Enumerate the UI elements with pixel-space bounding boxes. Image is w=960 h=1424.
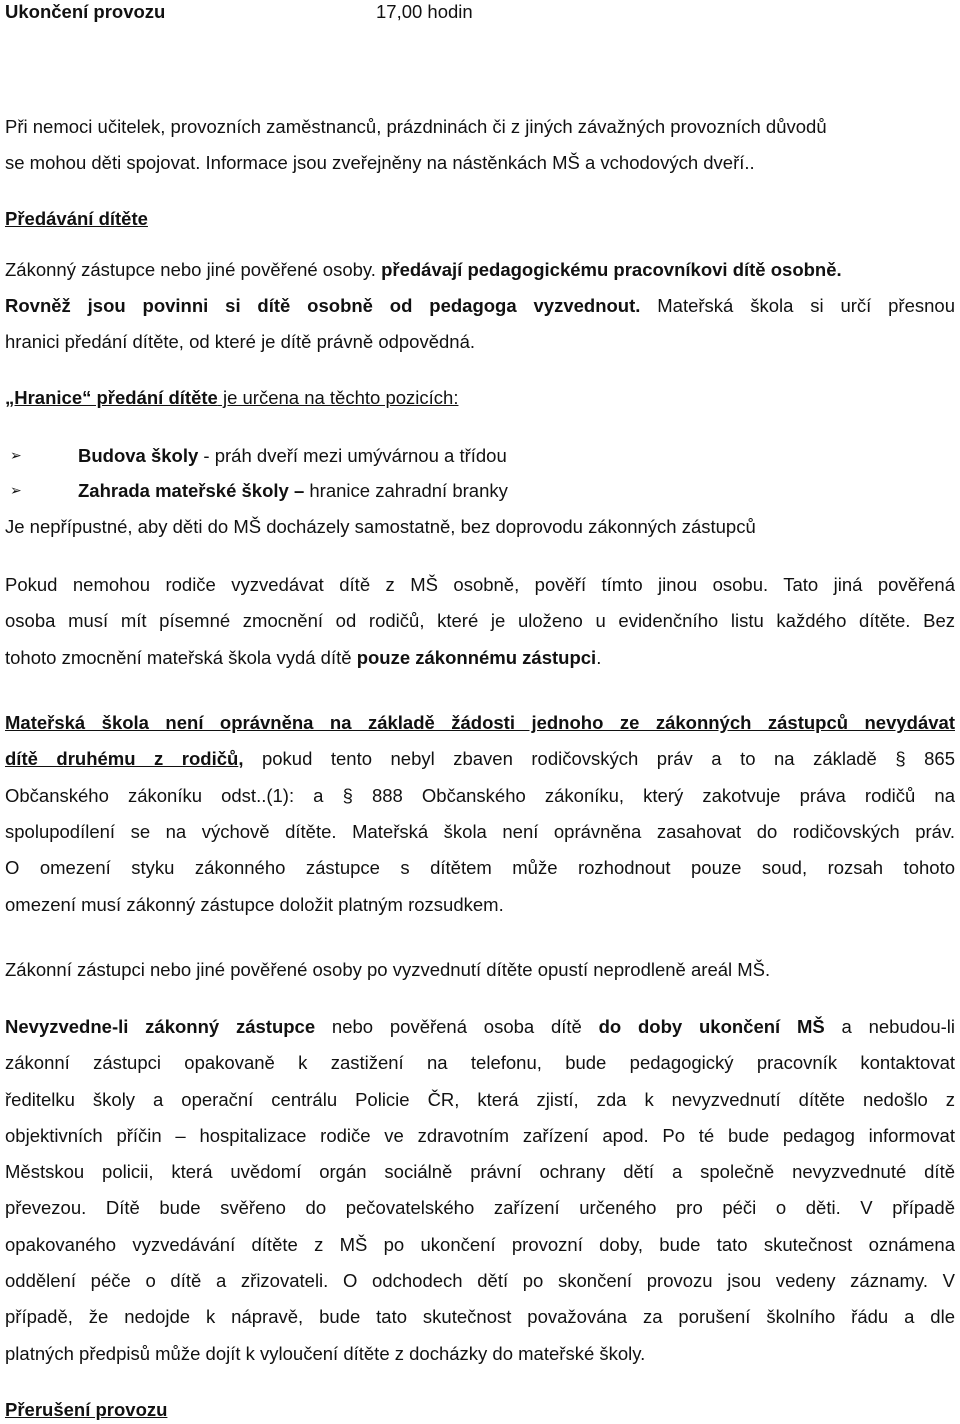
paragraph-line: platných předpisů může dojít k vyloučení dítěte z docházky do mateřské školy. [5, 1343, 646, 1364]
bold-text: předávají pedagogickému pracovníkovi dítě osobně. [375, 259, 842, 280]
bold-text: , [238, 748, 244, 769]
bold-text: Budova školy [78, 445, 199, 466]
text-run: Zákonný zástupce nebo jiné pověřené osoby. [5, 259, 376, 280]
bold-text: Nevyzvedne-li zákonný zástupce [5, 1016, 316, 1037]
bold-text: Mateřská škola není oprávněna na základě žádosti jednoho ze zákonných zástupců nevydávat [5, 712, 955, 733]
section-heading-predavani [5, 208, 148, 230]
paragraph-line: zákonní zástupci opakovaně k zastižení na telefonu, bude pedagogický pracovník kontaktovat [5, 1052, 955, 1073]
paragraph-line: osoba musí mít písemné zmocnění od rodičů, které je uloženo u evidenčního listu každého dítěte. Bez [5, 610, 955, 631]
paragraph-line: Městskou policii, která uvědomí orgán sociálně právní ochrany dětí a společně nevyzvednuté dítě [5, 1161, 955, 1182]
text-run: Mateřská škola si určí přesnou [640, 295, 955, 316]
text-run: - práh dveří mezi umývárnou a třídou [198, 445, 507, 466]
paragraph-line: omezení musí zákonný zástupce doložit platným rozsudkem. [5, 894, 504, 915]
paragraph-line: převezou. Dítě bude svěřeno do pečovatelského zařízení určeného pro péči o děti. V případě [5, 1197, 955, 1218]
heading-text: Přerušení provozu [5, 1399, 168, 1420]
bold-text: Rovněž jsou povinni si dítě osobně od pedagoga vyzvednout. [5, 295, 641, 316]
heading-text: Předávání dítěte [5, 208, 148, 229]
paragraph-line: Je nepřípustné, aby děti do MŠ docházely samostatně, bez doprovodu zákonných zástupců [5, 516, 756, 537]
section-heading-ukonceni [5, 1, 165, 23]
paragraph-line [5, 647, 601, 669]
paragraph-line: oddělení péče o dítě a zřizovateli. O odchodech dětí po skončení provozu jsou vedeny záznamy. V [5, 1270, 955, 1291]
paragraph-line [5, 712, 955, 734]
arrow-bullet-icon: ➢ [10, 447, 22, 463]
bold-text: Zahrada mateřské školy – [78, 480, 305, 501]
text-run: hranice zahradní branky [304, 480, 508, 501]
paragraph-line: Při nemoci učitelek, provozních zaměstnanců, prázdninách či z jiných závažných provozních důvodů [5, 116, 827, 137]
heading-text: Ukončení provozu [5, 1, 166, 22]
bold-text: dítě druhému z rodičů [5, 748, 239, 769]
paragraph-line: Občanského zákoníku odst..(1): a § 888 Občanského zákoníku, který zakotvuje práva rodičů na [5, 785, 955, 806]
bold-text: pouze zákonnému zástupci [356, 647, 597, 668]
paragraph-line: ředitelku školy a operační centrálu Policie ČR, která zjistí, zda k nevyzvednutí dítěte nedošlo z [5, 1089, 955, 1110]
paragraph-line [5, 295, 955, 317]
paragraph-line: případě, že nedojde k nápravě, bude tato skutečnost považována za porušení školního řádu a dle [5, 1306, 955, 1327]
list-item [78, 445, 507, 467]
list-item [78, 480, 508, 502]
text-run: . [596, 647, 602, 668]
arrow-bullet-icon: ➢ [10, 482, 22, 498]
paragraph-line: hranici předání dítěte, od které je dítě právně odpovědná. [5, 331, 476, 352]
bold-text: do doby ukončení MŠ [598, 1016, 825, 1037]
paragraph-line: Zákonní zástupci nebo jiné pověřené osoby po vyzvednutí dítěte opustí neprodleně areál MŠ. [5, 959, 771, 980]
paragraph-line: spolupodílení se na výchově dítěte. Mateřská škola není oprávněna zasahovat do rodičovských práv. [5, 821, 955, 842]
text-run: a nebudou-li [824, 1016, 955, 1037]
closing-hours: 17,00 hodin [376, 1, 473, 22]
paragraph-line [5, 259, 842, 281]
paragraph-line [5, 1016, 955, 1038]
hranice-intro [5, 387, 458, 409]
section-heading-preruseni [5, 1399, 167, 1421]
paragraph-line: objektivních příčin – hospitalizace rodiče ve zdravotním zařízení apod. Po té bude pedagog informovat [5, 1125, 955, 1146]
paragraph-line: se mohou děti spojovat. Informace jsou zveřejněny na nástěnkách MŠ a vchodových dveří.. [5, 152, 755, 173]
paragraph-line: O omezení styku zákonného zástupce s dítětem může rozhodnout pouze soud, rozsah tohoto [5, 857, 955, 878]
paragraph-line: Pokud nemohou rodiče vyzvedávat dítě z MŠ osobně, pověří tímto jinou osobu. Tato jiná pověřená [5, 574, 955, 595]
text-run: nebo pověřená osoba dítě [315, 1016, 599, 1037]
bold-text: „Hranice“ předání dítěte [5, 387, 218, 408]
text-run: pokud tento nebyl zbaven rodičovských práv a to na základě [243, 748, 896, 769]
text-run: tohoto zmocnění mateřská škola vydá dítě [5, 647, 357, 668]
paragraph-line [5, 748, 955, 770]
text-run: § 865 [895, 748, 955, 769]
paragraph-line: opakovaného vyzvedávání dítěte z MŠ po ukončení provozní doby, bude tato skutečnost oznámena [5, 1234, 955, 1255]
text-run: je určena na těchto pozicích: [217, 387, 459, 408]
